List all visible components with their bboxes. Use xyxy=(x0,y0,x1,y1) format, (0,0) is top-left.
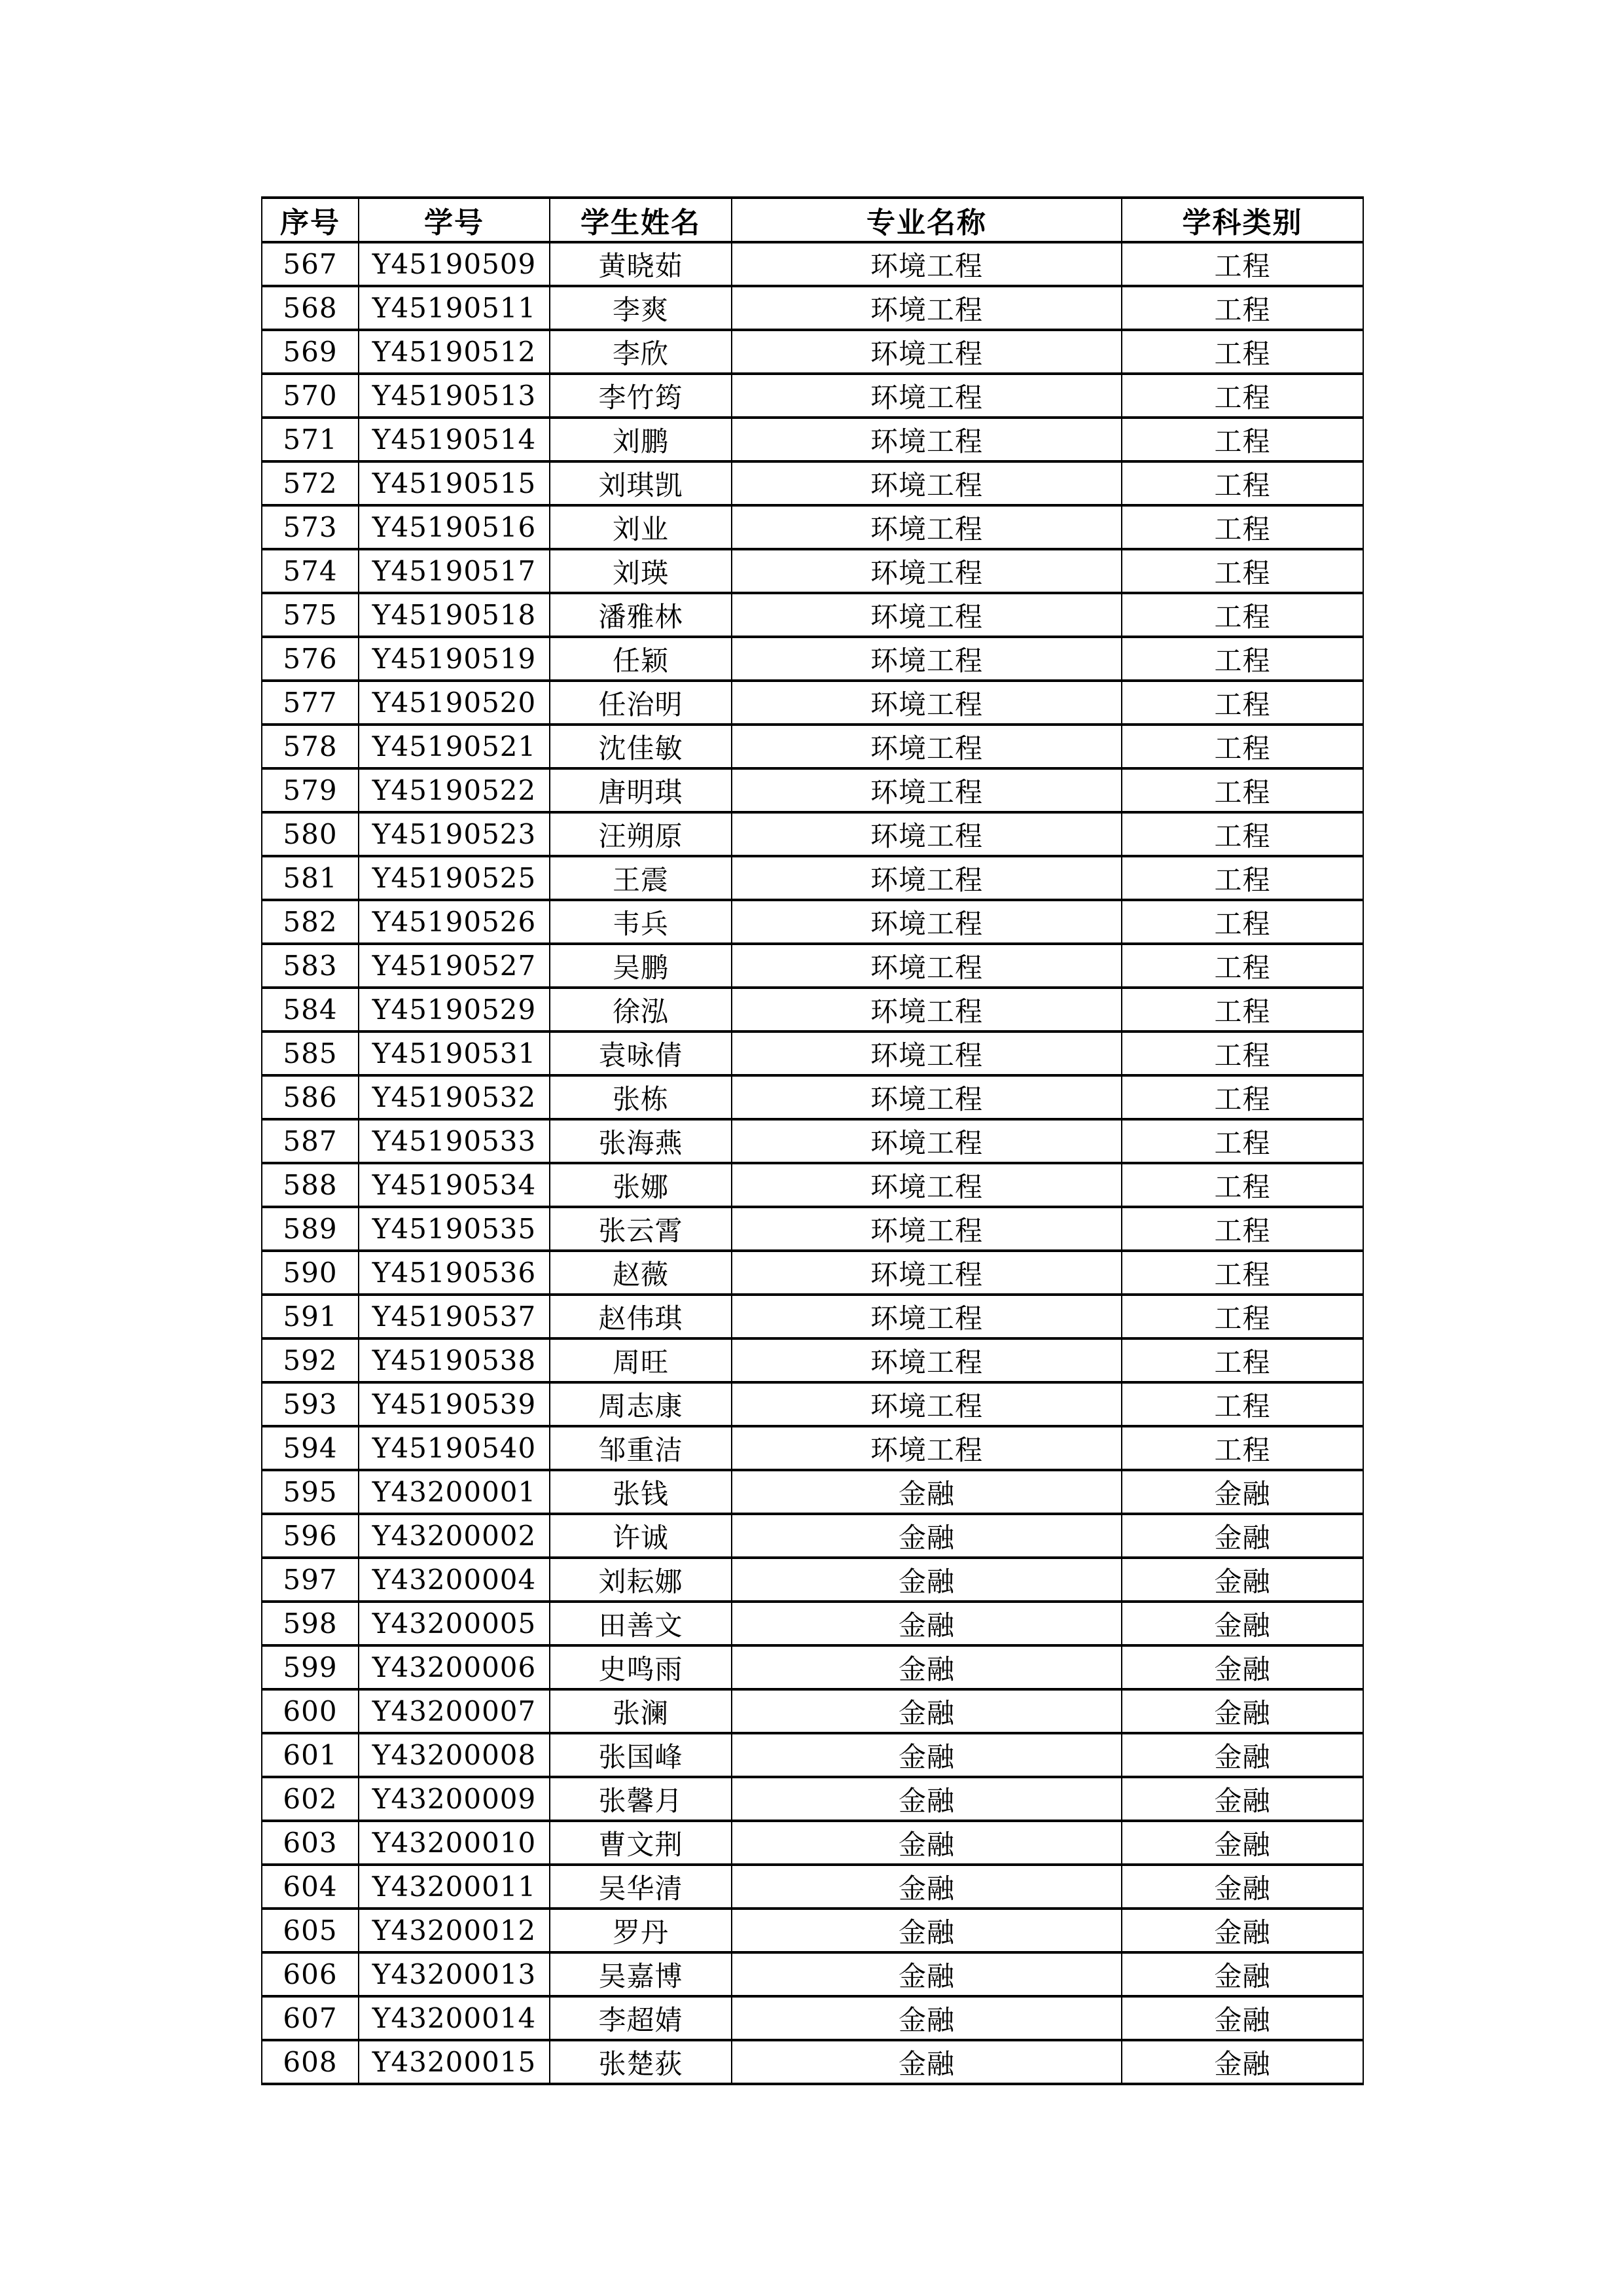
cell-index: 586 xyxy=(262,1075,359,1119)
table-row xyxy=(262,768,1363,812)
table-row xyxy=(262,637,1363,681)
cell-category: 工程 xyxy=(1122,812,1363,856)
cell-student-id: Y45190521 xyxy=(359,725,550,768)
cell-index: 590 xyxy=(262,1251,359,1295)
cell-student-id: Y43200015 xyxy=(359,2040,550,2084)
cell-index: 568 xyxy=(262,286,359,330)
cell-student-id: Y43200001 xyxy=(359,1470,550,1514)
cell-category: 金融 xyxy=(1122,1558,1363,1602)
cell-major: 环境工程 xyxy=(732,725,1122,768)
table-row xyxy=(262,944,1363,988)
table-row xyxy=(262,1909,1363,1952)
cell-student-id: Y45190535 xyxy=(359,1207,550,1251)
cell-index: 576 xyxy=(262,637,359,681)
table-row xyxy=(262,242,1363,286)
cell-index: 607 xyxy=(262,1996,359,2040)
cell-student-id: Y43200013 xyxy=(359,1952,550,1996)
cell-student-name: 沈佳敏 xyxy=(550,725,732,768)
cell-index: 585 xyxy=(262,1031,359,1075)
cell-index: 601 xyxy=(262,1733,359,1777)
cell-student-id: Y45190511 xyxy=(359,286,550,330)
cell-student-id: Y43200010 xyxy=(359,1821,550,1865)
cell-student-id: Y43200014 xyxy=(359,1996,550,2040)
cell-category: 工程 xyxy=(1122,505,1363,549)
cell-index: 606 xyxy=(262,1952,359,1996)
cell-student-name: 刘业 xyxy=(550,505,732,549)
cell-category: 工程 xyxy=(1122,374,1363,418)
table-row xyxy=(262,286,1363,330)
header-student-id: 学号 xyxy=(359,198,550,242)
cell-major: 金融 xyxy=(732,2040,1122,2084)
table-row xyxy=(262,461,1363,505)
cell-major: 金融 xyxy=(732,1645,1122,1689)
cell-index: 602 xyxy=(262,1777,359,1821)
header-major: 专业名称 xyxy=(732,198,1122,242)
cell-category: 工程 xyxy=(1122,681,1363,725)
cell-student-id: Y45190520 xyxy=(359,681,550,725)
header-student-name: 学生姓名 xyxy=(550,198,732,242)
cell-student-id: Y43200006 xyxy=(359,1645,550,1689)
cell-major: 金融 xyxy=(732,1821,1122,1865)
cell-student-id: Y45190516 xyxy=(359,505,550,549)
cell-index: 588 xyxy=(262,1163,359,1207)
cell-student-id: Y45190525 xyxy=(359,856,550,900)
cell-student-id: Y45190527 xyxy=(359,944,550,988)
table-row xyxy=(262,1602,1363,1645)
cell-category: 金融 xyxy=(1122,1996,1363,2040)
cell-category: 金融 xyxy=(1122,1777,1363,1821)
table-row xyxy=(262,505,1363,549)
cell-index: 578 xyxy=(262,725,359,768)
cell-major: 金融 xyxy=(732,1602,1122,1645)
header-category: 学科类别 xyxy=(1122,198,1363,242)
cell-student-name: 田善文 xyxy=(550,1602,732,1645)
cell-category: 工程 xyxy=(1122,988,1363,1031)
cell-student-id: Y45190517 xyxy=(359,549,550,593)
cell-major: 环境工程 xyxy=(732,549,1122,593)
table-row xyxy=(262,1821,1363,1865)
cell-student-id: Y45190518 xyxy=(359,593,550,637)
cell-category: 工程 xyxy=(1122,944,1363,988)
cell-student-id: Y45190533 xyxy=(359,1119,550,1163)
table-row xyxy=(262,1470,1363,1514)
cell-student-name: 赵薇 xyxy=(550,1251,732,1295)
cell-major: 金融 xyxy=(732,1865,1122,1909)
cell-major: 金融 xyxy=(732,1470,1122,1514)
cell-student-id: Y45190512 xyxy=(359,330,550,374)
cell-index: 604 xyxy=(262,1865,359,1909)
cell-index: 592 xyxy=(262,1338,359,1382)
cell-category: 工程 xyxy=(1122,593,1363,637)
cell-student-id: Y45190536 xyxy=(359,1251,550,1295)
cell-student-name: 黄晓茹 xyxy=(550,242,732,286)
table-row xyxy=(262,330,1363,374)
cell-major: 环境工程 xyxy=(732,242,1122,286)
cell-category: 工程 xyxy=(1122,1382,1363,1426)
cell-category: 工程 xyxy=(1122,856,1363,900)
cell-student-name: 许诚 xyxy=(550,1514,732,1558)
cell-index: 591 xyxy=(262,1295,359,1338)
cell-index: 579 xyxy=(262,768,359,812)
header-index: 序号 xyxy=(262,198,359,242)
cell-category: 工程 xyxy=(1122,1426,1363,1470)
table-row xyxy=(262,1031,1363,1075)
table-row xyxy=(262,1733,1363,1777)
cell-index: 570 xyxy=(262,374,359,418)
cell-student-id: Y45190509 xyxy=(359,242,550,286)
cell-index: 589 xyxy=(262,1207,359,1251)
table-row xyxy=(262,856,1363,900)
cell-major: 环境工程 xyxy=(732,856,1122,900)
cell-index: 575 xyxy=(262,593,359,637)
cell-major: 金融 xyxy=(732,1733,1122,1777)
cell-major: 金融 xyxy=(732,1996,1122,2040)
table-row xyxy=(262,681,1363,725)
cell-major: 环境工程 xyxy=(732,1031,1122,1075)
table-row xyxy=(262,812,1363,856)
cell-student-name: 任颖 xyxy=(550,637,732,681)
cell-student-name: 张栋 xyxy=(550,1075,732,1119)
cell-category: 工程 xyxy=(1122,1031,1363,1075)
cell-index: 608 xyxy=(262,2040,359,2084)
cell-index: 567 xyxy=(262,242,359,286)
cell-category: 工程 xyxy=(1122,330,1363,374)
cell-category: 金融 xyxy=(1122,1865,1363,1909)
cell-major: 环境工程 xyxy=(732,637,1122,681)
cell-major: 环境工程 xyxy=(732,505,1122,549)
cell-category: 金融 xyxy=(1122,1602,1363,1645)
cell-major: 环境工程 xyxy=(732,1163,1122,1207)
cell-student-name: 张海燕 xyxy=(550,1119,732,1163)
table-row xyxy=(262,374,1363,418)
cell-student-id: Y43200009 xyxy=(359,1777,550,1821)
cell-major: 环境工程 xyxy=(732,768,1122,812)
cell-student-name: 罗丹 xyxy=(550,1909,732,1952)
cell-student-name: 刘鹏 xyxy=(550,418,732,461)
cell-major: 环境工程 xyxy=(732,1338,1122,1382)
cell-category: 工程 xyxy=(1122,1251,1363,1295)
cell-major: 金融 xyxy=(732,1558,1122,1602)
cell-major: 环境工程 xyxy=(732,330,1122,374)
table-row xyxy=(262,725,1363,768)
cell-major: 环境工程 xyxy=(732,681,1122,725)
cell-index: 584 xyxy=(262,988,359,1031)
cell-index: 600 xyxy=(262,1689,359,1733)
cell-category: 金融 xyxy=(1122,1909,1363,1952)
cell-index: 594 xyxy=(262,1426,359,1470)
table-row xyxy=(262,1119,1363,1163)
cell-student-name: 李竹筠 xyxy=(550,374,732,418)
cell-category: 工程 xyxy=(1122,1075,1363,1119)
cell-index: 605 xyxy=(262,1909,359,1952)
cell-student-name: 李超婧 xyxy=(550,1996,732,2040)
cell-student-id: Y45190532 xyxy=(359,1075,550,1119)
table-row xyxy=(262,1865,1363,1909)
cell-student-name: 吴鹏 xyxy=(550,944,732,988)
header-row xyxy=(262,198,1363,242)
cell-major: 金融 xyxy=(732,1777,1122,1821)
cell-student-name: 刘琪凯 xyxy=(550,461,732,505)
cell-student-name: 张馨月 xyxy=(550,1777,732,1821)
cell-student-name: 李爽 xyxy=(550,286,732,330)
cell-student-name: 韦兵 xyxy=(550,900,732,944)
table-row xyxy=(262,1996,1363,2040)
cell-index: 577 xyxy=(262,681,359,725)
cell-index: 599 xyxy=(262,1645,359,1689)
cell-index: 598 xyxy=(262,1602,359,1645)
cell-student-id: Y43200007 xyxy=(359,1689,550,1733)
cell-student-name: 任治明 xyxy=(550,681,732,725)
table-row xyxy=(262,2040,1363,2084)
table-row xyxy=(262,1558,1363,1602)
cell-student-name: 赵伟琪 xyxy=(550,1295,732,1338)
table-row xyxy=(262,1295,1363,1338)
cell-index: 581 xyxy=(262,856,359,900)
cell-major: 环境工程 xyxy=(732,1382,1122,1426)
cell-student-name: 张楚荻 xyxy=(550,2040,732,2084)
cell-index: 597 xyxy=(262,1558,359,1602)
table-row xyxy=(262,1514,1363,1558)
cell-major: 环境工程 xyxy=(732,1295,1122,1338)
cell-student-name: 唐明琪 xyxy=(550,768,732,812)
cell-student-id: Y43200012 xyxy=(359,1909,550,1952)
cell-major: 环境工程 xyxy=(732,374,1122,418)
cell-major: 环境工程 xyxy=(732,1075,1122,1119)
cell-category: 金融 xyxy=(1122,1821,1363,1865)
cell-index: 580 xyxy=(262,812,359,856)
cell-student-id: Y43200005 xyxy=(359,1602,550,1645)
cell-student-name: 邹重洁 xyxy=(550,1426,732,1470)
cell-student-name: 史鸣雨 xyxy=(550,1645,732,1689)
cell-student-id: Y45190526 xyxy=(359,900,550,944)
cell-category: 工程 xyxy=(1122,418,1363,461)
cell-student-id: Y43200011 xyxy=(359,1865,550,1909)
cell-category: 工程 xyxy=(1122,1119,1363,1163)
cell-student-id: Y45190523 xyxy=(359,812,550,856)
table-row xyxy=(262,900,1363,944)
table-row xyxy=(262,1382,1363,1426)
cell-major: 环境工程 xyxy=(732,418,1122,461)
table-row xyxy=(262,1075,1363,1119)
table-row xyxy=(262,1777,1363,1821)
cell-category: 工程 xyxy=(1122,242,1363,286)
cell-student-name: 刘瑛 xyxy=(550,549,732,593)
cell-major: 环境工程 xyxy=(732,1119,1122,1163)
cell-student-name: 张娜 xyxy=(550,1163,732,1207)
cell-student-id: Y45190539 xyxy=(359,1382,550,1426)
cell-student-name: 张澜 xyxy=(550,1689,732,1733)
cell-category: 金融 xyxy=(1122,1952,1363,1996)
cell-index: 583 xyxy=(262,944,359,988)
cell-major: 环境工程 xyxy=(732,593,1122,637)
table-row xyxy=(262,593,1363,637)
cell-student-name: 曹文荆 xyxy=(550,1821,732,1865)
cell-major: 环境工程 xyxy=(732,988,1122,1031)
cell-student-id: Y45190515 xyxy=(359,461,550,505)
cell-category: 工程 xyxy=(1122,768,1363,812)
cell-index: 573 xyxy=(262,505,359,549)
cell-category: 工程 xyxy=(1122,286,1363,330)
cell-category: 工程 xyxy=(1122,1163,1363,1207)
cell-index: 582 xyxy=(262,900,359,944)
cell-student-name: 袁咏倩 xyxy=(550,1031,732,1075)
cell-category: 工程 xyxy=(1122,637,1363,681)
cell-category: 金融 xyxy=(1122,1514,1363,1558)
cell-category: 金融 xyxy=(1122,2040,1363,2084)
cell-index: 603 xyxy=(262,1821,359,1865)
cell-student-id: Y45190514 xyxy=(359,418,550,461)
cell-category: 金融 xyxy=(1122,1733,1363,1777)
cell-student-name: 周志康 xyxy=(550,1382,732,1426)
table-row xyxy=(262,1163,1363,1207)
cell-student-name: 刘耘娜 xyxy=(550,1558,732,1602)
table-row xyxy=(262,1251,1363,1295)
cell-student-name: 张国峰 xyxy=(550,1733,732,1777)
cell-category: 金融 xyxy=(1122,1645,1363,1689)
cell-major: 金融 xyxy=(732,1689,1122,1733)
cell-category: 工程 xyxy=(1122,900,1363,944)
cell-student-id: Y45190538 xyxy=(359,1338,550,1382)
cell-major: 金融 xyxy=(732,1909,1122,1952)
cell-category: 工程 xyxy=(1122,1295,1363,1338)
cell-category: 工程 xyxy=(1122,461,1363,505)
cell-index: 572 xyxy=(262,461,359,505)
cell-index: 587 xyxy=(262,1119,359,1163)
cell-student-name: 潘雅林 xyxy=(550,593,732,637)
cell-student-name: 徐泓 xyxy=(550,988,732,1031)
cell-student-id: Y43200002 xyxy=(359,1514,550,1558)
cell-major: 金融 xyxy=(732,1514,1122,1558)
cell-student-id: Y45190519 xyxy=(359,637,550,681)
cell-index: 574 xyxy=(262,549,359,593)
cell-student-name: 张云霄 xyxy=(550,1207,732,1251)
cell-student-name: 周旺 xyxy=(550,1338,732,1382)
table-row xyxy=(262,1645,1363,1689)
table-row xyxy=(262,418,1363,461)
cell-major: 环境工程 xyxy=(732,1426,1122,1470)
cell-student-name: 汪朔原 xyxy=(550,812,732,856)
cell-index: 595 xyxy=(262,1470,359,1514)
cell-index: 593 xyxy=(262,1382,359,1426)
cell-index: 569 xyxy=(262,330,359,374)
cell-major: 环境工程 xyxy=(732,900,1122,944)
cell-student-id: Y45190534 xyxy=(359,1163,550,1207)
cell-major: 环境工程 xyxy=(732,286,1122,330)
cell-student-id: Y43200008 xyxy=(359,1733,550,1777)
cell-student-id: Y45190537 xyxy=(359,1295,550,1338)
cell-category: 工程 xyxy=(1122,549,1363,593)
cell-major: 环境工程 xyxy=(732,461,1122,505)
cell-student-id: Y45190529 xyxy=(359,988,550,1031)
cell-category: 金融 xyxy=(1122,1689,1363,1733)
cell-student-name: 王震 xyxy=(550,856,732,900)
cell-category: 金融 xyxy=(1122,1470,1363,1514)
table-row xyxy=(262,1952,1363,1996)
table-row xyxy=(262,1426,1363,1470)
cell-major: 环境工程 xyxy=(732,1251,1122,1295)
table-row xyxy=(262,549,1363,593)
cell-major: 环境工程 xyxy=(732,1207,1122,1251)
cell-student-id: Y43200004 xyxy=(359,1558,550,1602)
cell-category: 工程 xyxy=(1122,725,1363,768)
cell-category: 工程 xyxy=(1122,1338,1363,1382)
table-row xyxy=(262,1338,1363,1382)
cell-student-id: Y45190522 xyxy=(359,768,550,812)
cell-major: 金融 xyxy=(732,1952,1122,1996)
table-row xyxy=(262,988,1363,1031)
cell-major: 环境工程 xyxy=(732,812,1122,856)
cell-index: 571 xyxy=(262,418,359,461)
cell-category: 工程 xyxy=(1122,1207,1363,1251)
cell-major: 环境工程 xyxy=(732,944,1122,988)
cell-student-id: Y45190540 xyxy=(359,1426,550,1470)
cell-student-id: Y45190531 xyxy=(359,1031,550,1075)
cell-student-name: 张钱 xyxy=(550,1470,732,1514)
student-roster-table xyxy=(261,196,1364,2085)
cell-student-id: Y45190513 xyxy=(359,374,550,418)
cell-student-name: 吴嘉博 xyxy=(550,1952,732,1996)
cell-student-name: 李欣 xyxy=(550,330,732,374)
table-row xyxy=(262,1207,1363,1251)
cell-student-name: 吴华清 xyxy=(550,1865,732,1909)
cell-index: 596 xyxy=(262,1514,359,1558)
table-row xyxy=(262,1689,1363,1733)
